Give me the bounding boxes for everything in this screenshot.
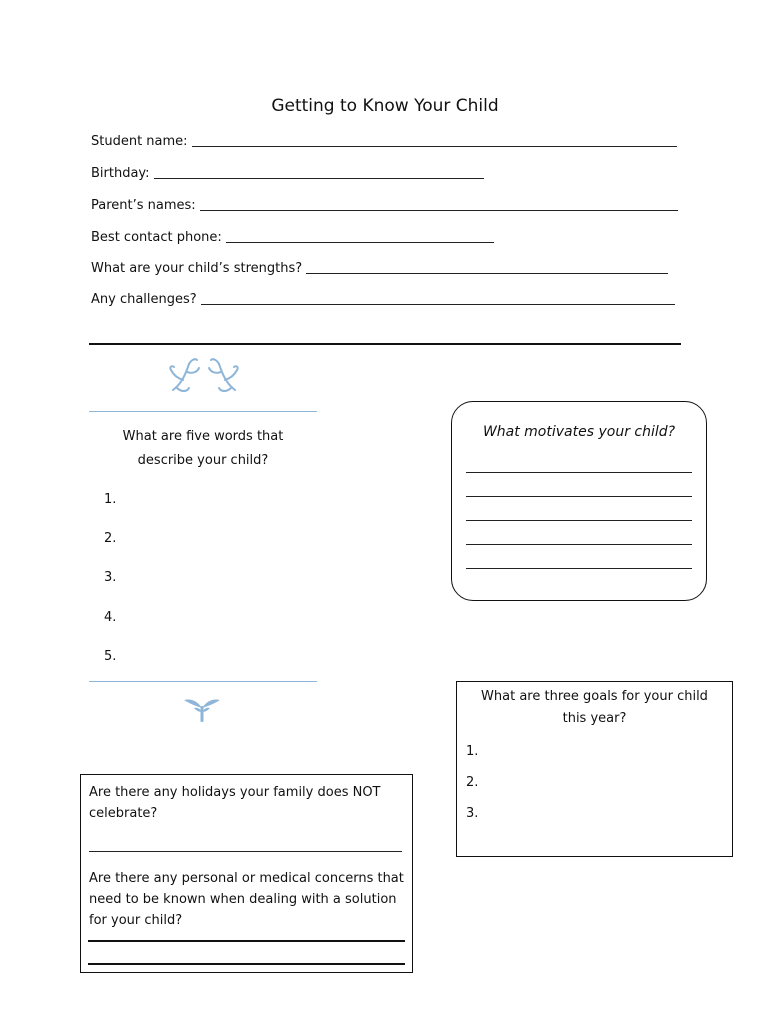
birthday-line[interactable] [154,177,484,179]
concerns-prompt-line1: Are there any personal or medical concerns that [89,871,404,886]
challenges-field[interactable] [91,292,675,307]
holidays-prompt [89,782,407,824]
motivates-line-1[interactable] [466,472,692,473]
blue-divider-bottom [89,681,317,682]
section-divider [89,343,681,345]
challenges-label: Any challenges? [91,292,197,307]
motivates-line-3[interactable] [466,520,692,521]
page-title: Getting to Know Your Child [271,96,499,116]
birthday-field[interactable] [91,166,484,181]
holidays-prompt-line2: celebrate? [89,806,158,821]
goals-prompt [456,686,733,730]
five-words-item-3[interactable]: 3. [104,570,117,585]
blue-divider-top [89,411,317,412]
student-name-line[interactable] [192,145,677,147]
concerns-answer-line-1[interactable] [88,940,405,942]
goals-item-2[interactable]: 2. [466,775,479,790]
motivates-prompt: What motivates your child? [482,424,676,440]
flourish-ornament-icon [163,354,245,396]
strengths-label: What are your child’s strengths? [91,261,303,276]
strengths-line[interactable] [306,272,668,274]
strengths-field[interactable] [91,261,668,276]
motivates-line-4[interactable] [466,544,692,545]
student-name-field[interactable] [91,134,677,149]
five-words-item-5[interactable]: 5. [104,649,117,664]
parents-names-field[interactable] [91,198,678,213]
contact-phone-field[interactable] [91,230,494,245]
parents-names-label: Parent’s names: [91,198,196,213]
five-words-prompt [89,425,317,473]
five-words-item-1[interactable]: 1. [104,492,117,507]
contact-phone-line[interactable] [226,241,494,243]
holidays-answer-line[interactable] [89,851,402,852]
goals-item-3[interactable]: 3. [466,806,479,821]
parents-names-line[interactable] [200,209,678,211]
five-words-item-2[interactable]: 2. [104,531,117,546]
challenges-line[interactable] [201,303,675,305]
goals-prompt-line2: this year? [562,711,627,726]
student-name-label: Student name: [91,134,188,149]
concerns-answer-line-2[interactable] [88,963,405,965]
motivates-line-2[interactable] [466,496,692,497]
concerns-prompt-line2: need to be known when dealing with a solution [89,892,397,907]
five-words-prompt-line2: describe your child? [137,453,269,468]
concerns-prompt-line3: for your child? [89,913,183,928]
contact-phone-label: Best contact phone: [91,230,222,245]
holidays-prompt-line1: Are there any holidays your family does NOT [89,785,381,800]
concerns-prompt [89,868,407,931]
five-words-prompt-line1: What are five words that [122,429,284,444]
birthday-label: Birthday: [91,166,150,181]
goals-item-1[interactable]: 1. [466,744,479,759]
leaf-ornament-icon [182,694,222,724]
five-words-item-4[interactable]: 4. [104,610,117,625]
motivates-line-5[interactable] [466,568,692,569]
goals-prompt-line1: What are three goals for your child [481,689,708,704]
